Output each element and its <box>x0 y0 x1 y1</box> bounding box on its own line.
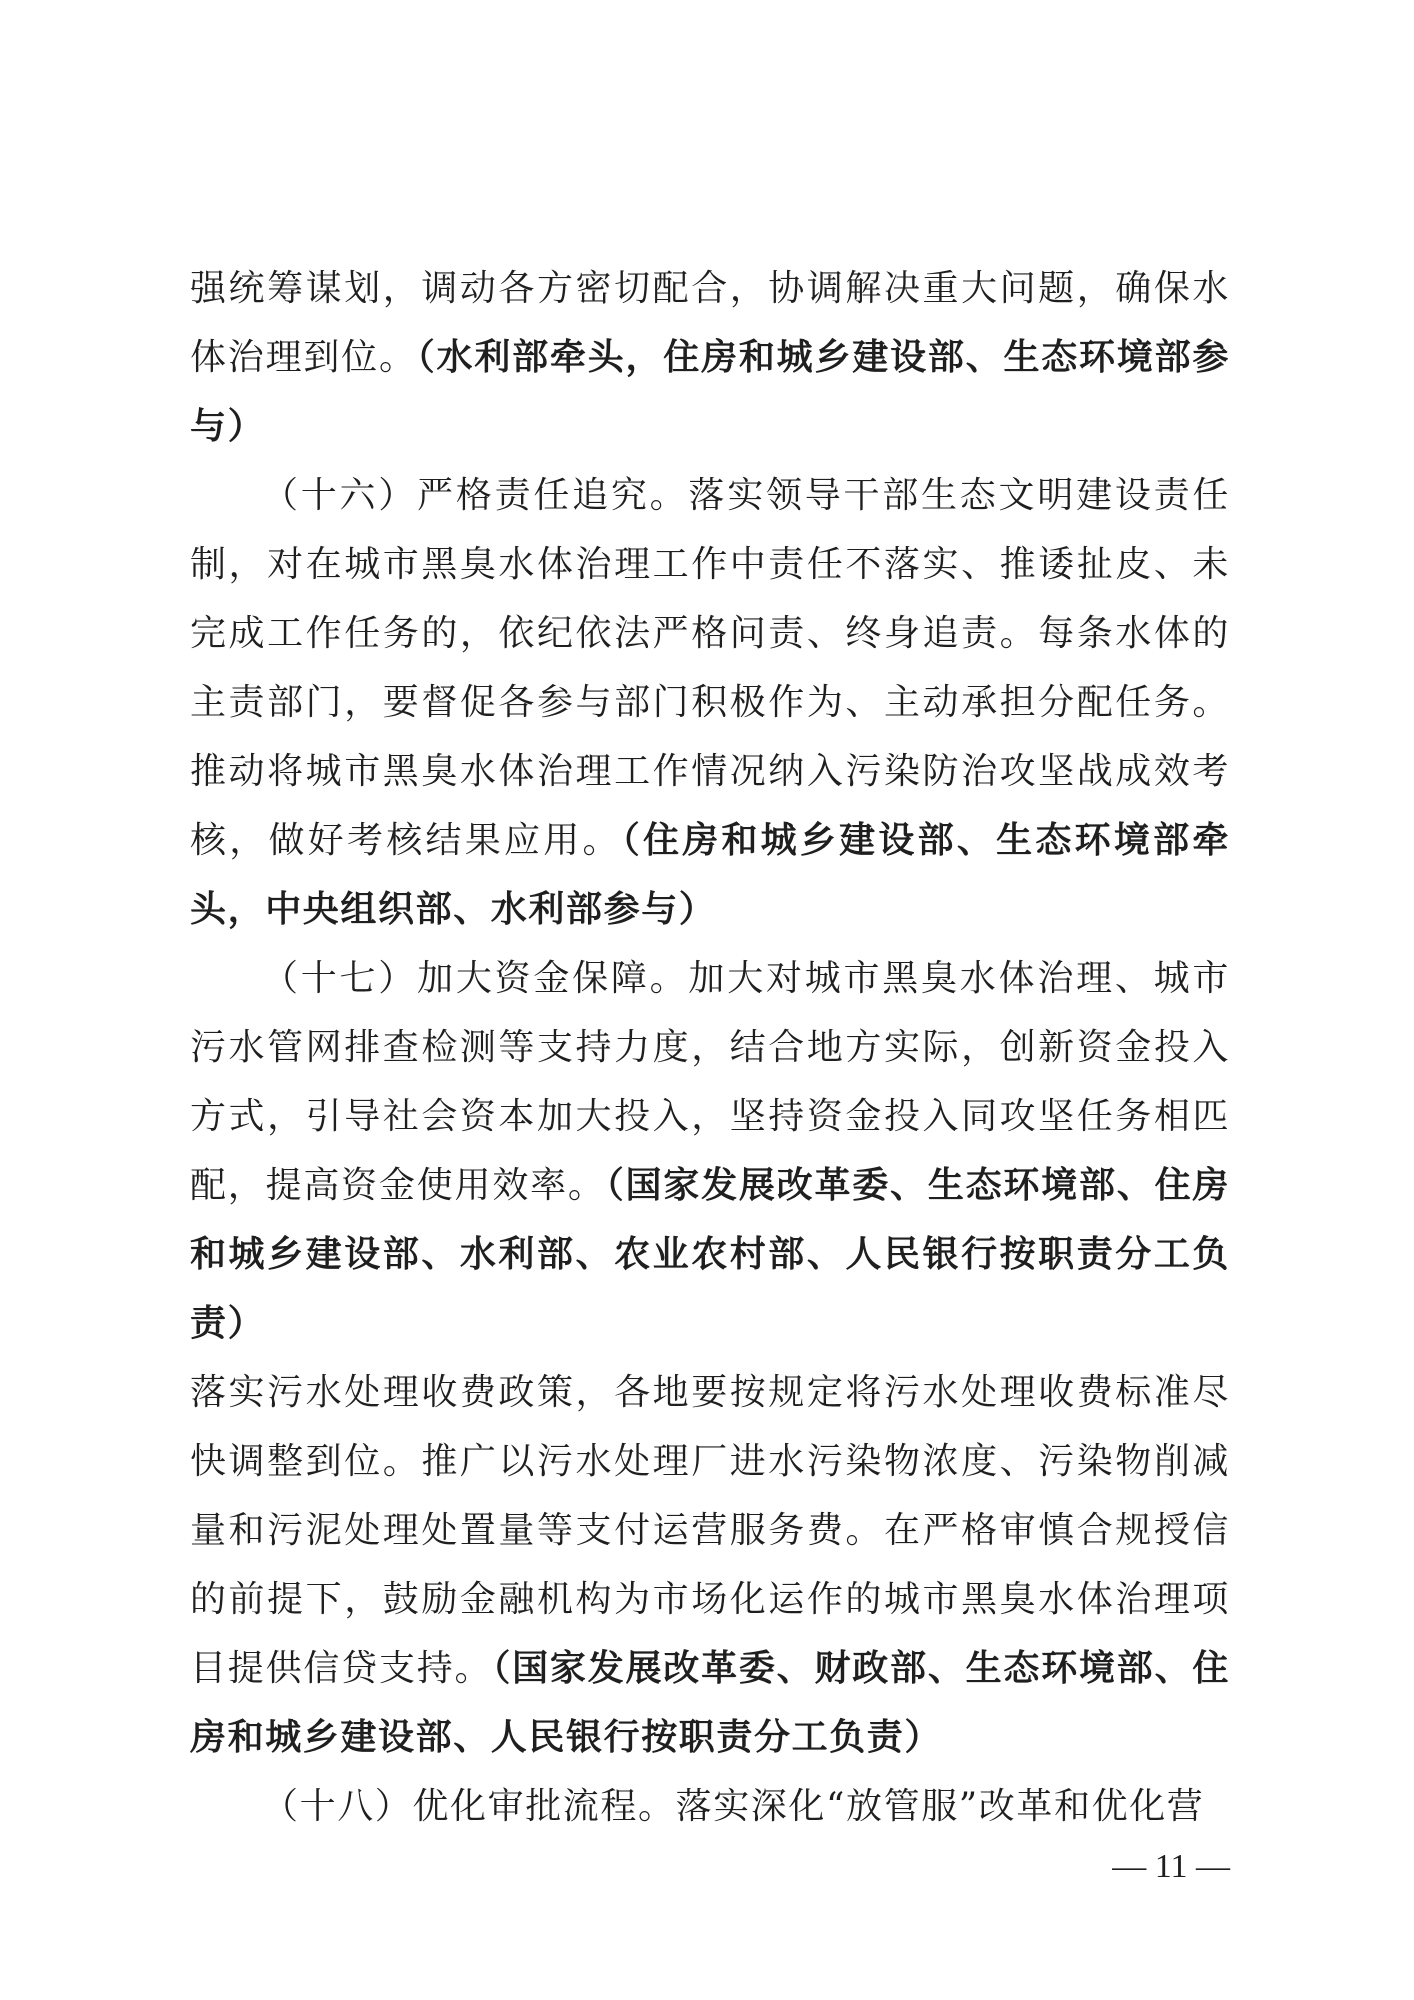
paragraph-2-text: （十六）严格责任追究。落实领导干部生态文明建设责任制，对在城市黑臭水体治理工作中责任不落实、推诿扯皮、未完成工作任务的，依纪依法严格问责、终身追责。每条水体的主责部门，要督促各参与部门积极作为、主动承担分配任务。推动将城市黑臭水体治理工作情况纳入污染防治攻坚战成效考核，做好考核结果应用。 <box>190 475 1230 861</box>
paragraph-3 <box>190 944 1230 1358</box>
paragraph-4-responsibility-note: （国家发展改革委、财政部、生态环境部、住房和城乡建设部、人民银行按职责分工负责） <box>190 1647 1230 1758</box>
paragraph-2 <box>190 461 1230 944</box>
paragraph-3-text: （十七）加大资金保障。加大对城市黑臭水体治理、城市污水管网排查检测等支持力度，结合地方实际，创新资金投入方式，引导社会资本加大投入，坚持资金投入同攻坚任务相匹配，提高资金使用效率。 <box>190 958 1230 1206</box>
paragraph-5-text: （十八）优化审批流程。落实深化“放管服”改革和优化营 <box>262 1786 1205 1827</box>
paragraph-4-text: 落实污水处理收费政策，各地要按规定将污水处理收费标准尽快调整到位。推广以污水处理厂进水污染物浓度、污染物削减量和污泥处理处置量等支付运营服务费。在严格审慎合规授信的前提下，鼓励金融机构为市场化运作的城市黑臭水体治理项目提供信贷支持。 <box>190 1372 1230 1689</box>
paragraph-5 <box>190 1772 1230 1841</box>
paragraph-3-responsibility-note: （国家发展改革委、生态环境部、住房和城乡建设部、水利部、农业农村部、人民银行按职责分工负责） <box>190 1164 1230 1344</box>
page-number: — 11 — <box>1112 1848 1230 1885</box>
paragraph-1-text: 强统筹谋划，调动各方密切配合，协调解决重大问题，确保水体治理到位。 <box>190 268 1230 378</box>
paragraph-2-responsibility-note: （住房和城乡建设部、生态环境部牵头，中央组织部、水利部参与） <box>190 819 1230 930</box>
paragraph-1 <box>190 254 1230 461</box>
paragraph-1-responsibility-note: （水利部牵头，住房和城乡建设部、生态环境部参与） <box>190 336 1231 447</box>
paragraph-4 <box>190 1358 1230 1772</box>
document-body <box>190 254 1230 1841</box>
